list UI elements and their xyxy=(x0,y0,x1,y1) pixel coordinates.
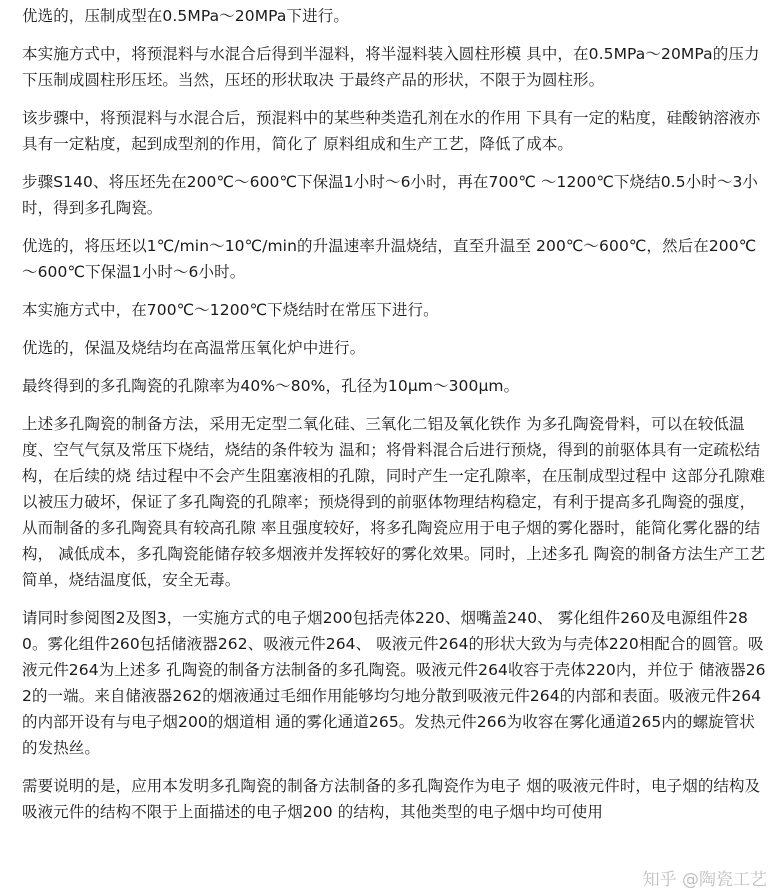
paragraph-6: 本实施方式中，在700℃～1200℃下烧结时在常压下进行。 xyxy=(22,301,439,319)
paragraph-8: 最终得到的多孔陶瓷的孔隙率为40%～80%，孔径为10μm～300μm。 xyxy=(22,377,520,395)
zhihu-watermark: 知乎 @陶瓷工艺 xyxy=(642,870,767,890)
paragraph-7: 优选的，保温及烧结均在高温常压氧化炉中进行。 xyxy=(22,339,366,357)
paragraph-1: 优选的，压制成型在0.5MPa～20MPa下进行。 xyxy=(22,7,349,25)
paragraph-4: 步骤S140、将压坯先在200℃～600℃下保温1小时～6小时，再在700℃ ～1200℃下烧结0.5小时～3小时，得到多孔陶瓷。 xyxy=(22,173,759,217)
paragraph-10: 请同时参阅图2及图3，一实施方式的电子烟200包括壳体220、烟嘴盖240、 雾化组件260及电源组件280。雾化组件260包括储液器262、吸液元件264、 吸液元件264的形状大致为与壳体220相配合的圆管。吸液元件264为上述多 孔陶瓷的制备方法制备的多孔陶瓷。吸液元件264收容于壳体220内，并位于 储液器262的一端。来自储液器262的烟液通过毛细作用能够均匀地分散到吸液元件264的内部和表面。吸液元件264的内部开设有与电子烟200的烟道相 通的雾化通道265。发热元件266为收容在雾化通道265内的螺旋管状的发热丝。 xyxy=(22,609,766,757)
paragraph-5: 优选的，将压坯以1℃/min～10℃/min的升温速率升温烧结，直至升温至 200℃～600℃，然后在200℃～600℃下保温1小时～6小时。 xyxy=(22,237,757,281)
paragraph-3: 该步骤中，将预混料与水混合后，预混料中的某些种类造孔剂在水的作用 下具有一定的粘度，硅酸钠溶液亦具有一定粘度，起到成型剂的作用，简化了 原料组成和生产工艺，降低了成本。 xyxy=(22,109,761,153)
document-body xyxy=(22,0,770,837)
paragraph-9: 上述多孔陶瓷的制备方法，采用无定型二氧化硅、三氧化二铝及氧化铁作 为多孔陶瓷骨料，可以在较低温度、空气气氛及常压下烧结，烧结的条件较为 温和；将骨料混合后进行预烧，得到的前驱体具有一定疏松结构，在后续的烧 结过程中不会产生阻塞液相的孔隙，同时产生一定孔隙率，在压制成型过程中 这部分孔隙难以被压力破坏，保证了多孔陶瓷的孔隙率；预烧得到的前驱体物理结构稳定，有利于提高多孔陶瓷的强度，从而制备的多孔陶瓷具有较高孔隙 率且强度较好，将多孔陶瓷应用于电子烟的雾化器时，能简化雾化器的结构， 减低成本，多孔陶瓷能储存较多烟液并发挥较好的雾化效果。同时，上述多孔 陶瓷的制备方法生产工艺简单，烧结温度低，安全无毒。 xyxy=(22,415,766,589)
paragraph-11: 需要说明的是，应用本发明多孔陶瓷的制备方法制备的多孔陶瓷作为电子 烟的吸液元件时，电子烟的结构及吸液元件的结构不限于上面描述的电子烟200 的结构，其他类型的电子烟中均可使用 xyxy=(22,777,761,821)
paragraph-2: 本实施方式中，将预混料与水混合后得到半湿料，将半湿料装入圆柱形模 具中，在0.5MPa～20MPa的压力下压制成圆柱形压坯。当然，压坯的形状取决 于最终产品的形状，不限于为圆柱形。 xyxy=(22,45,760,89)
